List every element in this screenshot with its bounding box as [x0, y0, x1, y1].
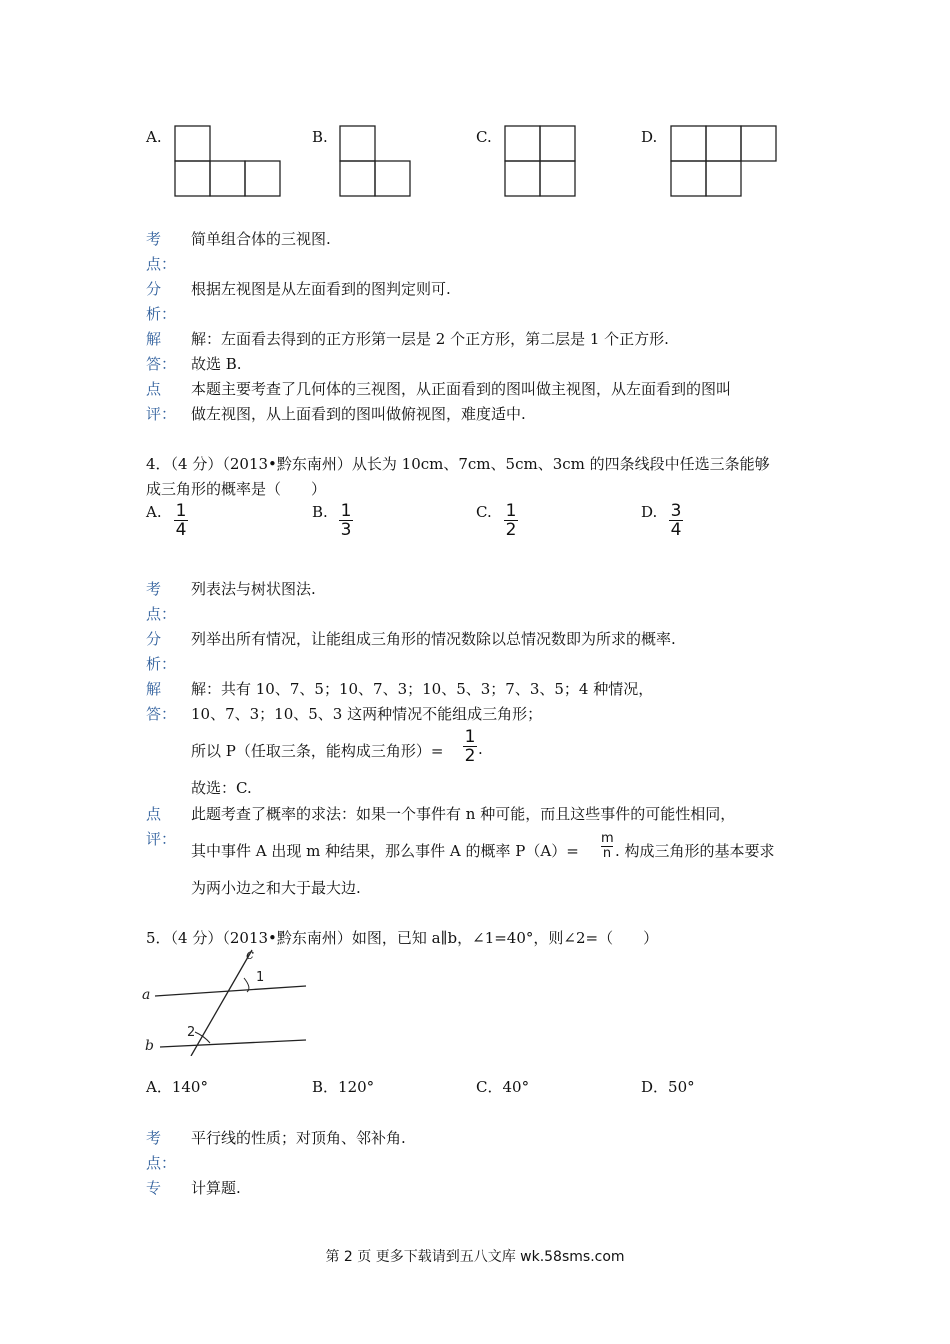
numerator: 3 — [670, 501, 682, 521]
q4-option-d-fraction — [669, 503, 683, 538]
q5-kaodian: 平行线的性质；对顶角、邻补角. — [191, 1129, 406, 1147]
q4-kaodian: 列表法与树状图法. — [191, 580, 316, 598]
q4-option-c-letter: C. — [476, 503, 492, 521]
label-angle1: 1 — [256, 970, 265, 985]
q3-dianping-label-1: 点 — [146, 380, 162, 398]
q3-kaodian-label-1: 考 — [146, 230, 162, 248]
line-b — [160, 1040, 306, 1047]
numerator: 1 — [505, 501, 517, 521]
denominator: 4 — [670, 520, 682, 540]
q4-stem-line-1: 4．（4 分）（2013•黔东南州）从长为 10cm、7cm、5cm、3cm 的四条线段中任选三条能够 — [146, 455, 770, 473]
q3-jieda-label-2: 答： — [146, 355, 177, 373]
denominator: 4 — [175, 520, 187, 540]
q3-fenxi-label-1: 分 — [146, 280, 162, 298]
q3-dianping-line-1: 本题主要考查了几何体的三视图，从正面看到的图叫做主视图，从左面看到的图叫 — [191, 380, 732, 398]
denominator: n — [602, 846, 612, 861]
q5-zhuanti: 计算题. — [191, 1179, 241, 1197]
q4-option-c-fraction — [504, 503, 518, 538]
q5-parallel-lines-figure — [140, 944, 312, 1056]
q4-option-a-letter: A. — [146, 503, 162, 521]
q4-fenxi-label-2: 析： — [146, 655, 177, 673]
numerator: 1 — [464, 727, 476, 747]
q3-kaodian-label-2: 点： — [146, 255, 177, 273]
q4-kaodian-label-1: 考 — [146, 580, 162, 598]
q3-option-c-figure — [504, 125, 578, 199]
angle2-arc — [195, 1032, 210, 1043]
q5-option-c: C．40° — [476, 1078, 530, 1096]
q5-zhuanti-label: 专 — [146, 1179, 162, 1197]
q4-jieda-line-1: 解：共有 10、7、5；10、7、3；10、5、3；7、3、5；4 种情况， — [191, 680, 654, 698]
q5-option-d: D．50° — [641, 1078, 695, 1096]
q3-option-b-figure — [339, 125, 413, 199]
q4-option-d-letter: D. — [641, 503, 658, 521]
numerator: m — [601, 831, 614, 846]
label-b: b — [145, 1038, 154, 1054]
q4-dianping-label-2: 评： — [146, 830, 177, 848]
q3-option-b-letter: B. — [312, 128, 328, 146]
numerator: 1 — [340, 501, 352, 521]
q4-jieda-line-4: 故选：C. — [191, 779, 252, 797]
q3-jieda-line-1: 解：左面看去得到的正方形第一层是 2 个正方形，第二层是 1 个正方形. — [191, 330, 669, 348]
q3-option-d-figure — [670, 125, 780, 199]
q4-jieda-label-2: 答： — [146, 705, 177, 723]
q3-option-a-figure — [174, 125, 284, 199]
q5-option-b: B．120° — [312, 1078, 375, 1096]
q3-fenxi-label-2: 析： — [146, 305, 177, 323]
q3-option-a-letter: A. — [146, 128, 162, 146]
q4-option-b-fraction — [339, 503, 353, 538]
label-a: a — [142, 987, 151, 1003]
q4-option-a-fraction — [174, 503, 188, 538]
q4-kaodian-label-2: 点： — [146, 605, 177, 623]
q5-kaodian-label-1: 考 — [146, 1129, 162, 1147]
q4-dianping-label-1: 点 — [146, 805, 162, 823]
q4-fenxi-label-1: 分 — [146, 630, 162, 648]
denominator: 2 — [505, 520, 517, 540]
q4-dianping-line-3: 为两小边之和大于最大边. — [191, 879, 361, 897]
q4-jieda-fraction — [463, 729, 477, 764]
q3-option-c-letter: C. — [476, 128, 492, 146]
page-footer: 第 2 页 更多下载请到五八文库 wk.58sms.com — [325, 1249, 625, 1265]
q5-stem: 5．（4 分）（2013•黔东南州）如图，已知 a∥b，∠1=40°，则∠2=（ ） — [146, 929, 659, 947]
q3-jieda-label-1: 解 — [146, 330, 162, 348]
q3-jieda-line-2: 故选 B. — [191, 355, 242, 373]
q3-dianping-line-2: 做左视图，从上面看到的图叫做俯视图，难度适中. — [191, 405, 526, 423]
q4-dianping-fraction — [601, 833, 613, 860]
q3-dianping-label-2: 评： — [146, 405, 177, 423]
label-c: c — [246, 947, 254, 963]
q5-option-a: A．140° — [146, 1078, 208, 1096]
q4-jieda-line-3: 所以 P（任取三条，能构成三角形）= — [191, 742, 444, 760]
q4-stem-line-2: 成三角形的概率是（ ） — [146, 480, 327, 498]
q5-kaodian-label-2: 点： — [146, 1154, 177, 1172]
q4-option-b-letter: B. — [312, 503, 328, 521]
q4-dianping-line-2b: . 构成三角形的基本要求 — [615, 842, 775, 860]
label-angle2: 2 — [187, 1025, 196, 1040]
q3-kaodian: 简单组合体的三视图. — [191, 230, 331, 248]
q3-option-d-letter: D. — [641, 128, 658, 146]
q4-dianping-line-1: 此题考查了概率的求法：如果一个事件有 n 种可能，而且这些事件的可能性相同， — [191, 805, 736, 823]
q4-jieda-line-2: 10、7、3；10、5、3 这两种情况不能组成三角形； — [191, 705, 543, 723]
numerator: 1 — [175, 501, 187, 521]
q4-jieda-label-1: 解 — [146, 680, 162, 698]
line-c — [191, 950, 252, 1056]
q4-jieda-line-3-end: . — [478, 740, 483, 758]
q4-fenxi: 列举出所有情况，让能组成三角形的情况数除以总情况数即为所求的概率. — [191, 630, 676, 648]
denominator: 2 — [464, 746, 476, 766]
q4-dianping-line-2a: 其中事件 A 出现 m 种结果，那么事件 A 的概率 P（A）= — [191, 842, 579, 860]
q3-fenxi: 根据左视图是从左面看到的图判定则可. — [191, 280, 451, 298]
denominator: 3 — [340, 520, 352, 540]
